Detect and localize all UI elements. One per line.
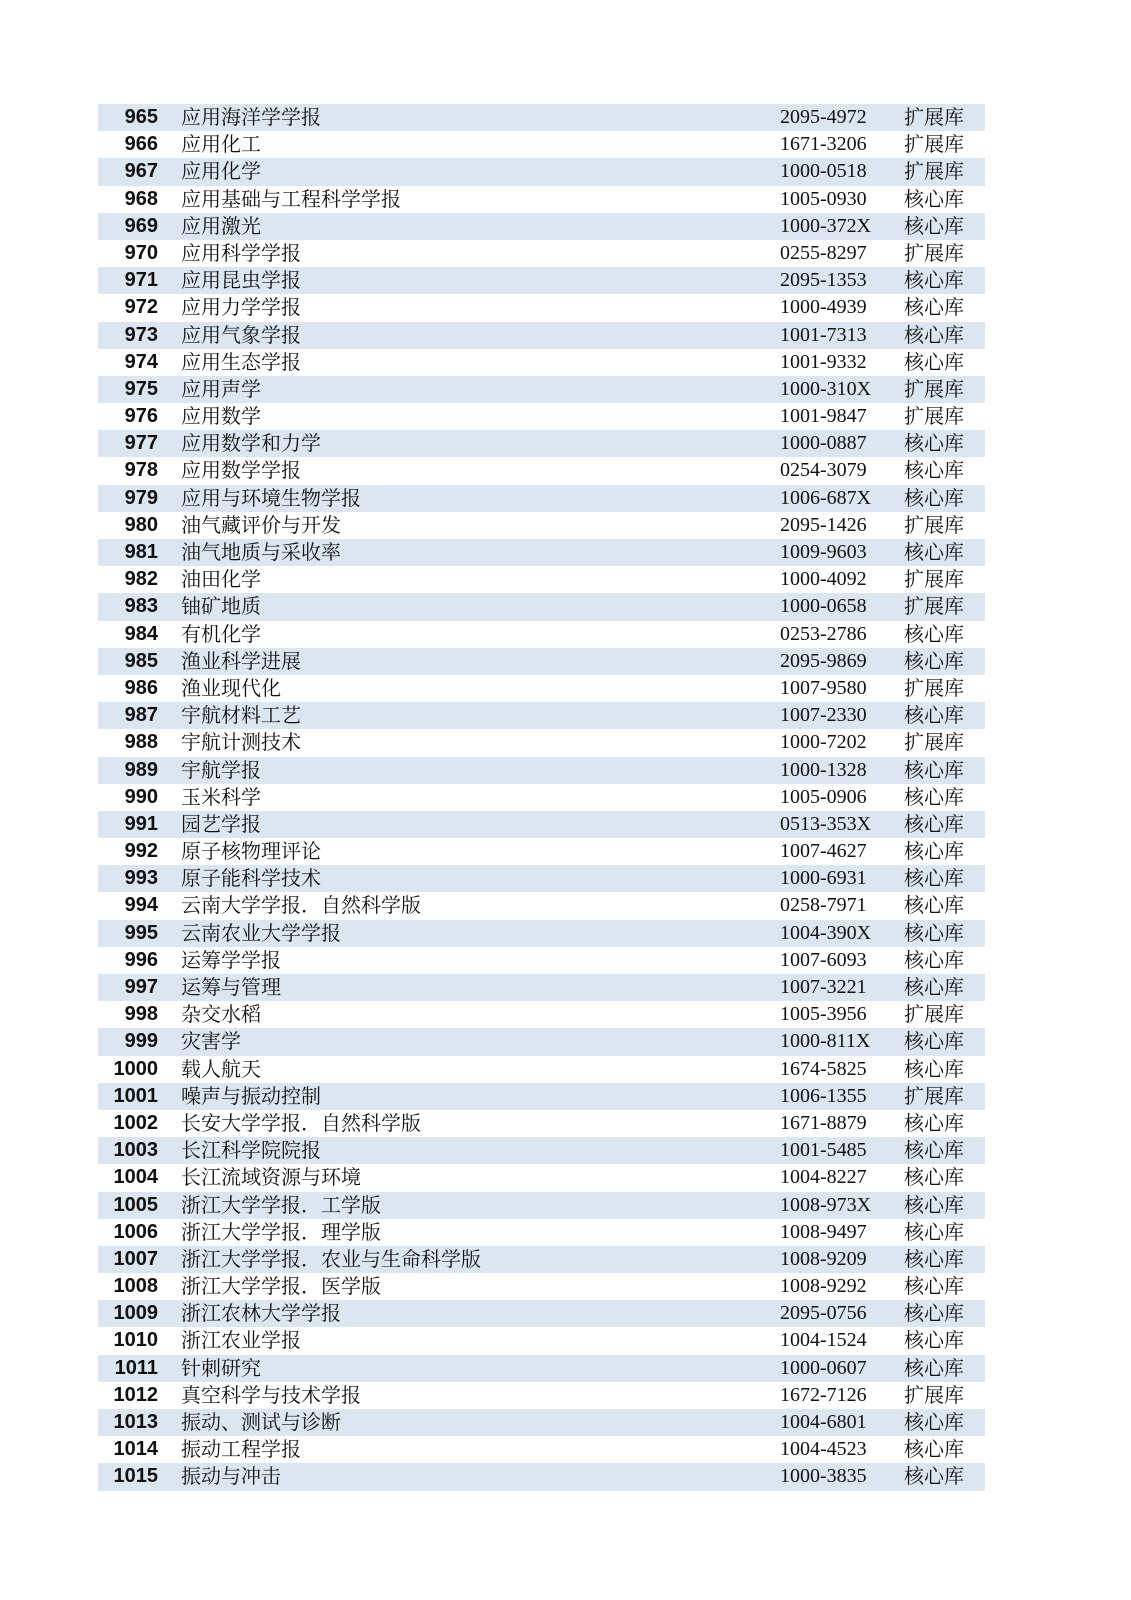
database-tier: 核心库: [904, 1029, 964, 1054]
issn-code: 0255-8297: [780, 241, 867, 264]
table-row: [98, 322, 985, 349]
table-row: [98, 566, 985, 593]
issn-code: 1009-9603: [780, 541, 867, 563]
journal-title: 宇航计测技术: [181, 730, 301, 755]
issn-code: 0258-7971: [780, 894, 867, 917]
issn-code: 2095-4972: [780, 106, 867, 128]
issn-code: 1000-1328: [780, 758, 867, 781]
journal-title: 应用海洋学学报: [181, 105, 321, 129]
row-number: 1002: [113, 1111, 158, 1134]
database-tier: 核心库: [904, 1246, 964, 1271]
table-row: [98, 131, 985, 158]
database-tier: 核心库: [904, 1138, 964, 1163]
issn-code: 1000-372X: [780, 214, 872, 237]
database-tier: 核心库: [904, 1410, 964, 1434]
issn-code: 1000-7202: [780, 731, 867, 754]
journal-title: 长江科学院院报: [181, 1138, 321, 1163]
database-tier: 扩展库: [904, 404, 964, 429]
journal-title: 浙江大学学报．医学版: [181, 1274, 381, 1299]
database-tier: 扩展库: [904, 1002, 964, 1027]
issn-code: 1000-811X: [780, 1030, 871, 1053]
row-number: 1001: [113, 1084, 158, 1107]
database-tier: 扩展库: [904, 1382, 964, 1407]
database-tier: 扩展库: [904, 376, 964, 401]
journal-title: 针刺研究: [181, 1355, 261, 1380]
database-tier: 扩展库: [904, 512, 964, 537]
database-tier: 核心库: [904, 703, 964, 728]
issn-code: 1000-3835: [780, 1465, 867, 1488]
table-row: [98, 267, 985, 294]
journal-title: 宇航学报: [181, 757, 261, 782]
table-row: [98, 947, 985, 974]
table-row: [98, 1273, 985, 1300]
issn-code: 0253-2786: [780, 622, 867, 645]
journal-title: 浙江大学学报．工学版: [181, 1192, 381, 1217]
database-tier: 扩展库: [904, 1083, 964, 1108]
table-row: [98, 729, 985, 756]
table-row: [98, 1056, 985, 1083]
row-number: 968: [124, 187, 158, 210]
journal-title: 应用气象学报: [181, 322, 301, 347]
journal-title: 长江流域资源与环境: [181, 1165, 361, 1190]
row-number: 1010: [113, 1329, 158, 1352]
table-row: [98, 1355, 985, 1382]
row-number: 974: [124, 350, 158, 373]
database-tier: 核心库: [904, 920, 964, 945]
row-number: 990: [124, 785, 158, 808]
journal-title: 有机化学: [181, 621, 261, 646]
issn-code: 1671-3206: [780, 133, 867, 156]
journal-title: 应用数学和力学: [181, 431, 321, 456]
table-row: [98, 294, 985, 321]
table-row: [98, 1083, 985, 1110]
issn-code: 1007-9580: [780, 676, 867, 699]
table-row: [98, 457, 985, 484]
issn-code: 1008-9292: [780, 1275, 867, 1298]
row-number: 996: [124, 948, 158, 971]
issn-code: 2095-1353: [780, 269, 867, 292]
journal-title: 应用力学学报: [181, 295, 301, 320]
row-number: 985: [124, 649, 158, 672]
row-number: 1012: [113, 1383, 158, 1406]
journal-title: 振动与冲击: [181, 1464, 281, 1489]
row-number: 965: [124, 106, 158, 128]
table-row: [98, 1192, 985, 1219]
table-row: [98, 104, 985, 131]
row-number: 970: [124, 241, 158, 264]
row-number: 981: [124, 541, 158, 563]
issn-code: 1004-4523: [780, 1438, 867, 1461]
table-row: [98, 1028, 985, 1055]
journal-title: 运筹与管理: [181, 975, 281, 999]
database-tier: 核心库: [904, 1355, 964, 1380]
row-number: 988: [124, 731, 158, 754]
table-row: [98, 512, 985, 539]
database-tier: 核心库: [904, 1192, 964, 1217]
database-tier: 核心库: [904, 1165, 964, 1190]
database-tier: 核心库: [904, 1301, 964, 1326]
journal-title: 渔业科学进展: [181, 648, 301, 673]
database-tier: 核心库: [904, 322, 964, 347]
table-row: [98, 1110, 985, 1137]
table-row: [98, 1409, 985, 1436]
row-number: 980: [124, 513, 158, 536]
journal-title: 宇航材料工艺: [181, 703, 301, 728]
journal-title: 园艺学报: [181, 811, 261, 836]
row-number: 998: [124, 1003, 158, 1026]
database-tier: 核心库: [904, 1056, 964, 1081]
table-row: [98, 1300, 985, 1327]
journal-title: 云南大学学报．自然科学版: [181, 893, 421, 918]
row-number: 976: [124, 405, 158, 428]
database-tier: 核心库: [904, 947, 964, 972]
table-row: [98, 539, 985, 566]
row-number: 1004: [113, 1166, 158, 1189]
row-number: 983: [124, 595, 158, 618]
table-row: [98, 240, 985, 267]
journal-title: 应用数学: [181, 404, 261, 429]
journal-title: 应用声学: [181, 376, 261, 401]
table-row: [98, 485, 985, 512]
database-tier: 核心库: [904, 621, 964, 646]
issn-code: 1000-0658: [780, 595, 867, 618]
issn-code: 1004-1524: [780, 1329, 867, 1352]
database-tier: 核心库: [904, 839, 964, 864]
database-tier: 核心库: [904, 784, 964, 809]
issn-code: 0513-353X: [780, 812, 872, 835]
journal-title: 铀矿地质: [181, 594, 261, 619]
row-number: 1011: [114, 1356, 158, 1379]
database-tier: 核心库: [904, 757, 964, 782]
row-number: 987: [124, 704, 158, 727]
row-number: 1008: [113, 1275, 158, 1298]
issn-code: 1000-0518: [780, 160, 867, 183]
row-number: 973: [124, 323, 158, 346]
journal-title: 应用化学: [181, 159, 261, 184]
issn-code: 2095-1426: [780, 513, 867, 536]
journal-title: 渔业现代化: [181, 675, 281, 700]
table-row: [98, 621, 985, 648]
journal-title: 应用与环境生物学报: [181, 485, 361, 510]
journal-title: 应用数学学报: [181, 458, 301, 483]
database-tier: 扩展库: [904, 594, 964, 619]
table-row: [98, 593, 985, 620]
row-number: 1006: [113, 1220, 158, 1243]
table-row: [98, 1246, 985, 1273]
database-tier: 扩展库: [904, 675, 964, 700]
database-tier: 核心库: [904, 975, 964, 999]
journal-title: 应用化工: [181, 132, 261, 157]
table-row: [98, 1327, 985, 1354]
database-tier: 核心库: [904, 866, 964, 891]
database-tier: 核心库: [904, 1464, 964, 1489]
database-tier: 扩展库: [904, 132, 964, 157]
database-tier: 核心库: [904, 431, 964, 456]
journal-title: 杂交水稻: [181, 1002, 261, 1027]
journal-table: [98, 104, 985, 1491]
row-number: 1000: [113, 1057, 158, 1080]
table-row: [98, 349, 985, 376]
issn-code: 1008-9209: [780, 1247, 867, 1270]
issn-code: 0254-3079: [780, 459, 867, 482]
database-tier: 核心库: [904, 213, 964, 238]
issn-code: 1000-4939: [780, 296, 867, 319]
table-row: [98, 920, 985, 947]
journal-title: 原子核物理评论: [181, 839, 321, 864]
row-number: 993: [124, 867, 158, 890]
issn-code: 1000-0607: [780, 1356, 867, 1379]
table-row: [98, 158, 985, 185]
database-tier: 核心库: [904, 811, 964, 836]
row-number: 975: [124, 377, 158, 400]
issn-code: 1007-3221: [780, 976, 867, 998]
issn-code: 1007-4627: [780, 840, 867, 863]
table-row: [98, 1219, 985, 1246]
database-tier: 核心库: [904, 648, 964, 673]
issn-code: 1000-4092: [780, 568, 867, 591]
issn-code: 1005-3956: [780, 1003, 867, 1026]
database-tier: 扩展库: [904, 159, 964, 184]
table-row: [98, 1382, 985, 1409]
issn-code: 1008-973X: [780, 1193, 872, 1216]
row-number: 1014: [113, 1438, 158, 1461]
table-row: [98, 892, 985, 919]
database-tier: 核心库: [904, 1219, 964, 1244]
table-row: [98, 757, 985, 784]
issn-code: 1000-0887: [780, 432, 867, 455]
database-tier: 核心库: [904, 1328, 964, 1353]
row-number: 984: [124, 622, 158, 645]
issn-code: 1001-7313: [780, 323, 867, 346]
row-number: 977: [124, 432, 158, 455]
database-tier: 核心库: [904, 349, 964, 374]
row-number: 997: [124, 976, 158, 998]
issn-code: 1672-7126: [780, 1383, 867, 1406]
table-row: [98, 1001, 985, 1028]
row-number: 982: [124, 568, 158, 591]
row-number: 971: [124, 269, 158, 292]
issn-code: 1674-5825: [780, 1057, 867, 1080]
journal-title: 振动、测试与诊断: [181, 1410, 341, 1434]
table-row: [98, 1137, 985, 1164]
row-number: 989: [124, 758, 158, 781]
database-tier: 核心库: [904, 295, 964, 320]
journal-title: 真空科学与技术学报: [181, 1382, 361, 1407]
journal-title: 玉米科学: [181, 784, 261, 809]
journal-title: 浙江大学学报．农业与生命科学版: [181, 1246, 481, 1271]
row-number: 966: [124, 133, 158, 156]
row-number: 986: [124, 676, 158, 699]
database-tier: 扩展库: [904, 240, 964, 265]
issn-code: 1008-9497: [780, 1220, 867, 1243]
row-number: 995: [124, 921, 158, 944]
table-row: [98, 430, 985, 457]
journal-title: 云南农业大学学报: [181, 920, 341, 945]
database-tier: 核心库: [904, 1110, 964, 1135]
table-row: [98, 784, 985, 811]
issn-code: 1004-6801: [780, 1411, 867, 1433]
database-tier: 核心库: [904, 458, 964, 483]
row-number: 1013: [113, 1411, 158, 1433]
table-row: [98, 213, 985, 240]
journal-title: 应用激光: [181, 213, 261, 238]
issn-code: 1000-310X: [780, 377, 872, 400]
journal-title: 应用生态学报: [181, 349, 301, 374]
row-number: 967: [124, 160, 158, 183]
row-number: 1009: [113, 1302, 158, 1325]
row-number: 994: [124, 894, 158, 917]
database-tier: 扩展库: [904, 105, 964, 129]
table-row: [98, 702, 985, 729]
database-tier: 核心库: [904, 485, 964, 510]
issn-code: 2095-0756: [780, 1302, 867, 1325]
issn-code: 1671-8879: [780, 1111, 867, 1134]
journal-title: 浙江农林大学学报: [181, 1301, 341, 1326]
table-row: [98, 865, 985, 892]
issn-code: 1001-9332: [780, 350, 867, 373]
table-row: [98, 403, 985, 430]
issn-code: 1001-9847: [780, 405, 867, 428]
issn-code: 2095-9869: [780, 649, 867, 672]
issn-code: 1004-390X: [780, 921, 872, 944]
row-number: 972: [124, 296, 158, 319]
table-row: [98, 838, 985, 865]
table-row: [98, 1463, 985, 1490]
row-number: 1015: [113, 1465, 158, 1488]
issn-code: 1001-5485: [780, 1139, 867, 1162]
table-row: [98, 376, 985, 403]
row-number: 978: [124, 459, 158, 482]
journal-title: 灾害学: [181, 1029, 241, 1054]
database-tier: 核心库: [904, 893, 964, 918]
journal-title: 运筹学学报: [181, 947, 281, 972]
journal-title: 油田化学: [181, 567, 261, 592]
table-row: [98, 648, 985, 675]
journal-title: 油气藏评价与开发: [181, 512, 341, 537]
row-number: 979: [124, 486, 158, 509]
journal-title: 浙江农业学报: [181, 1328, 301, 1353]
table-row: [98, 186, 985, 213]
issn-code: 1007-6093: [780, 948, 867, 971]
issn-code: 1004-8227: [780, 1166, 867, 1189]
table-row: [98, 1164, 985, 1191]
table-row: [98, 811, 985, 838]
issn-code: 1007-2330: [780, 704, 867, 727]
journal-title: 原子能科学技术: [181, 866, 321, 891]
journal-title: 应用科学学报: [181, 240, 301, 265]
table-row: [98, 675, 985, 702]
database-tier: 核心库: [904, 1274, 964, 1299]
issn-code: 1005-0930: [780, 187, 867, 210]
database-tier: 核心库: [904, 540, 964, 564]
database-tier: 核心库: [904, 1437, 964, 1462]
issn-code: 1000-6931: [780, 867, 867, 890]
journal-title: 油气地质与采收率: [181, 540, 341, 564]
journal-title: 应用基础与工程科学学报: [181, 186, 401, 211]
database-tier: 核心库: [904, 186, 964, 211]
table-row: [98, 1436, 985, 1463]
row-number: 992: [124, 840, 158, 863]
issn-code: 1005-0906: [780, 785, 867, 808]
database-tier: 核心库: [904, 268, 964, 293]
journal-title: 载人航天: [181, 1056, 261, 1081]
database-tier: 扩展库: [904, 567, 964, 592]
row-number: 991: [124, 812, 158, 835]
row-number: 999: [124, 1030, 158, 1053]
journal-title: 应用昆虫学报: [181, 268, 301, 293]
issn-code: 1006-687X: [780, 486, 872, 509]
row-number: 1003: [113, 1139, 158, 1162]
row-number: 1007: [113, 1247, 158, 1270]
journal-title: 噪声与振动控制: [181, 1083, 321, 1108]
journal-title: 长安大学学报．自然科学版: [181, 1110, 421, 1135]
table-row: [98, 974, 985, 1001]
journal-title: 振动工程学报: [181, 1437, 301, 1462]
journal-title: 浙江大学学报．理学版: [181, 1219, 381, 1244]
row-number: 969: [124, 214, 158, 237]
database-tier: 扩展库: [904, 730, 964, 755]
row-number: 1005: [113, 1193, 158, 1216]
issn-code: 1006-1355: [780, 1084, 867, 1107]
